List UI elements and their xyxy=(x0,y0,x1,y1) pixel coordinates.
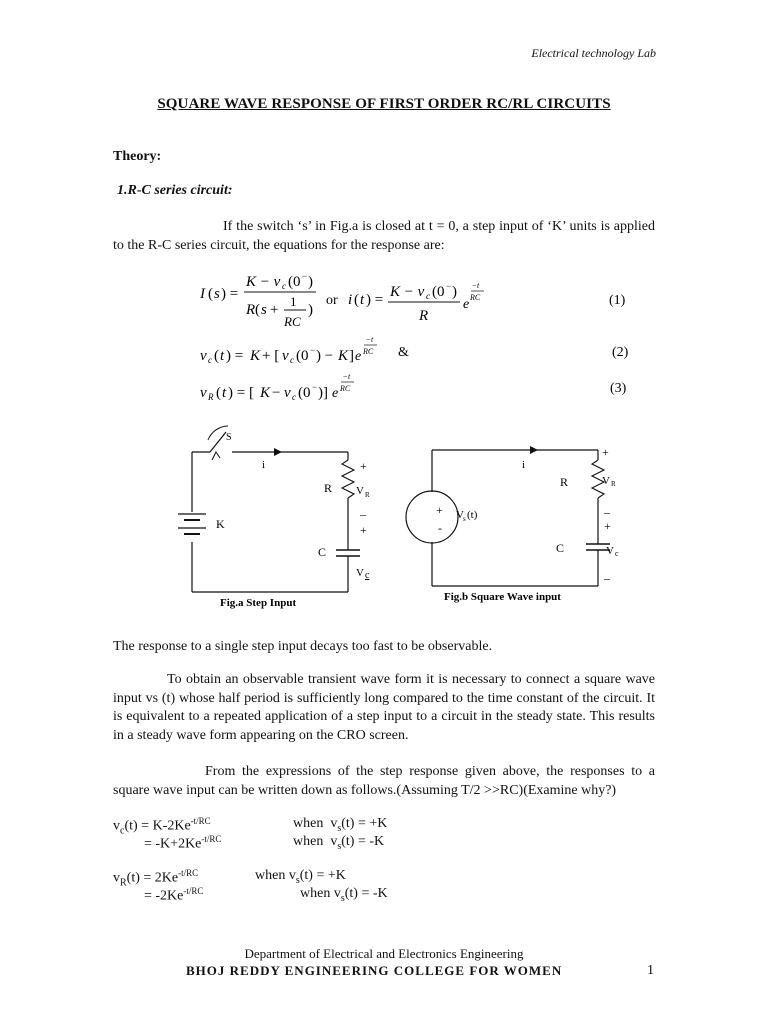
svg-text:e: e xyxy=(355,349,362,364)
svg-text:t: t xyxy=(220,348,225,364)
eq3-label: (3) xyxy=(610,381,627,396)
svg-text:c: c xyxy=(282,281,286,291)
svg-text:K − v: K − v xyxy=(246,274,281,290)
switch-label: S xyxy=(226,432,232,443)
footer-department: Department of Electrical and Electronics Engineering xyxy=(244,946,524,961)
svg-text:V: V xyxy=(602,475,610,487)
resistor-label-a: R xyxy=(324,481,333,495)
section-heading: 1.R-C series circuit: xyxy=(117,183,233,198)
svg-text:t: t xyxy=(477,281,480,290)
svg-text:t: t xyxy=(360,292,365,308)
capacitor-label-b: C xyxy=(556,541,565,555)
svg-text:V: V xyxy=(356,485,364,497)
fig-b-caption: Fig.b Square Wave input xyxy=(444,591,561,603)
source-plus: + xyxy=(436,503,443,517)
figure-b-square-wave-input xyxy=(398,436,638,606)
svg-text:t: t xyxy=(222,385,227,401)
svg-text:−: − xyxy=(302,271,308,281)
vr-minus-a: _ xyxy=(360,503,366,517)
svg-text:v: v xyxy=(282,348,289,364)
current-label-a: i xyxy=(262,459,266,471)
amp-text: & xyxy=(398,345,409,360)
svg-text:(0: (0 xyxy=(288,274,301,290)
svg-text:−: − xyxy=(343,372,348,381)
svg-text:−: − xyxy=(312,382,318,392)
expressions-paragraph: From the expressions of the step response given above, the responses to a square wave input can be written down as follows.(Assuming T/2 >>RC)(Examine why?) xyxy=(113,764,655,798)
svg-text:): ) xyxy=(308,302,313,318)
svg-text:s: s xyxy=(214,286,220,302)
svg-text:(0: (0 xyxy=(432,284,445,300)
current-label-b: i xyxy=(522,459,526,471)
svg-text:t: t xyxy=(371,335,374,344)
theory-heading: Theory: xyxy=(113,149,162,164)
intro-paragraph: If the switch ‘s’ in Fig.a is closed at t = 0, a step input of ‘K’ units is applied to the R-C series circuit, the equations for the response are: xyxy=(113,219,655,253)
lab-name-header: Electrical technology Lab xyxy=(531,46,656,60)
svg-text:): ) xyxy=(452,284,457,300)
svg-text:+: + xyxy=(270,302,279,318)
svg-text:) =: ) = xyxy=(221,286,239,302)
svg-text:(t): (t) xyxy=(467,509,478,521)
svg-text:) = [: ) = [ xyxy=(228,385,254,401)
fig-a-caption: Fig.a Step Input xyxy=(220,597,297,609)
vr-response-2: = $-2Ke^{-t/RC}$ xyxy=(144,886,204,904)
svg-text:V: V xyxy=(606,545,614,557)
svg-text:K: K xyxy=(338,348,349,364)
svg-text:i: i xyxy=(348,292,353,308)
svg-text:t: t xyxy=(348,372,351,381)
battery-label: K xyxy=(216,517,225,531)
equation-2 xyxy=(200,334,632,370)
capacitor-label-a: C xyxy=(318,545,327,559)
svg-text:K: K xyxy=(260,385,271,401)
svg-text:)]: )] xyxy=(318,385,328,401)
vr-plus-b: + xyxy=(602,445,609,459)
vc-plus-b: + xyxy=(604,519,611,533)
svg-text:RC: RC xyxy=(363,347,374,356)
vr-minus-b: _ xyxy=(604,501,610,515)
vr-response-2-condition: when $v_s(t) = -K$ xyxy=(300,886,388,904)
vr-response-1: $v_R(t) = 2Ke^{-t/RC}$ xyxy=(113,868,199,889)
svg-text:c: c xyxy=(208,355,212,365)
vc-response-2: = $-K+2Ke^{-t/RC}$ xyxy=(144,834,222,852)
svg-text:R: R xyxy=(419,308,429,324)
svg-text:c: c xyxy=(426,291,430,301)
svg-text:R: R xyxy=(208,392,214,402)
svg-text:(0: (0 xyxy=(296,348,309,364)
figure-a-step-input xyxy=(170,420,390,616)
svg-text:c: c xyxy=(615,549,619,558)
svg-text:(0: (0 xyxy=(298,385,311,401)
footer-college: BHOJ REDDY ENGINEERING COLLEGE FOR WOMEN xyxy=(186,963,563,978)
vc-response-1: $v_c(t) = K-2Ke^{-t/RC}$ xyxy=(113,816,211,837)
svg-text:s: s xyxy=(261,302,267,318)
square-wave-paragraph: To obtain an observable transient wave form it is necessary to connect a square wave input vs (t) whose half period is sufficiently long compared to the time constant of the circuit. It is equivalent to a repeated application of a step input to a circuit in the steady state. This results in a steady wave form appearing on the CRO screen. xyxy=(113,672,655,743)
eq1-label: (1) xyxy=(609,293,626,308)
vc-response-2-condition: when $v_s(t) = -K$ xyxy=(293,834,385,852)
svg-text:) =: ) = xyxy=(366,292,384,308)
vc-plus-a: + xyxy=(360,523,367,537)
svg-text:K − v: K − v xyxy=(390,284,425,300)
svg-text:c: c xyxy=(290,355,294,365)
svg-text:+ [: + [ xyxy=(262,348,280,364)
svg-text:]: ] xyxy=(349,348,354,364)
equation-3 xyxy=(200,368,632,404)
vr-plus-a: + xyxy=(360,459,367,473)
or-text: or xyxy=(326,293,338,308)
svg-text:V: V xyxy=(456,509,464,521)
svg-text:) −: ) − xyxy=(316,348,334,364)
svg-text:s: s xyxy=(463,515,466,523)
svg-text:−: − xyxy=(272,385,281,401)
svg-text:R: R xyxy=(611,480,616,488)
vc-response-1-condition: when $v_s(t) = +K$ xyxy=(293,816,388,834)
svg-text:e: e xyxy=(332,386,339,401)
svg-text:(: ( xyxy=(208,286,213,302)
svg-text:): ) xyxy=(308,274,313,290)
svg-text:(: ( xyxy=(354,292,359,308)
svg-text:e: e xyxy=(463,297,470,312)
page-number: 1 xyxy=(647,963,654,978)
equation-1 xyxy=(200,266,630,338)
svg-text:−: − xyxy=(310,345,316,355)
svg-text:−: − xyxy=(472,281,477,290)
page-title: SQUARE WAVE RESPONSE OF FIRST ORDER RC/RL CIRCUITS xyxy=(157,96,611,112)
svg-text:c: c xyxy=(365,570,370,581)
svg-text:R: R xyxy=(246,302,256,318)
svg-text:(: ( xyxy=(214,348,219,364)
svg-text:V: V xyxy=(356,567,364,579)
svg-text:RC: RC xyxy=(284,314,301,329)
svg-text:v: v xyxy=(284,385,291,401)
eq2-label: (2) xyxy=(612,345,629,360)
svg-text:−: − xyxy=(366,335,371,344)
svg-text:R: R xyxy=(365,491,370,499)
svg-text:−: − xyxy=(446,281,452,291)
svg-text:(: ( xyxy=(216,385,221,401)
svg-text:RC: RC xyxy=(470,293,481,302)
svg-text:1: 1 xyxy=(290,294,297,309)
svg-text:v: v xyxy=(200,348,207,364)
svg-text:(: ( xyxy=(255,302,260,318)
vr-response-1-condition: when $v_s(t) = +K$ xyxy=(255,868,346,886)
svg-text:) =: ) = xyxy=(226,348,244,364)
step-response-paragraph: The response to a single step input decays too fast to be observable. xyxy=(113,639,493,654)
svg-text:K: K xyxy=(250,348,261,364)
vc-minus-b: _ xyxy=(604,567,610,581)
resistor-label-b: R xyxy=(560,475,569,489)
svg-text:v: v xyxy=(200,385,207,401)
source-minus: - xyxy=(438,521,442,535)
svg-text:RC: RC xyxy=(340,384,351,393)
svg-text:I: I xyxy=(200,286,205,302)
svg-text:c: c xyxy=(292,392,296,402)
